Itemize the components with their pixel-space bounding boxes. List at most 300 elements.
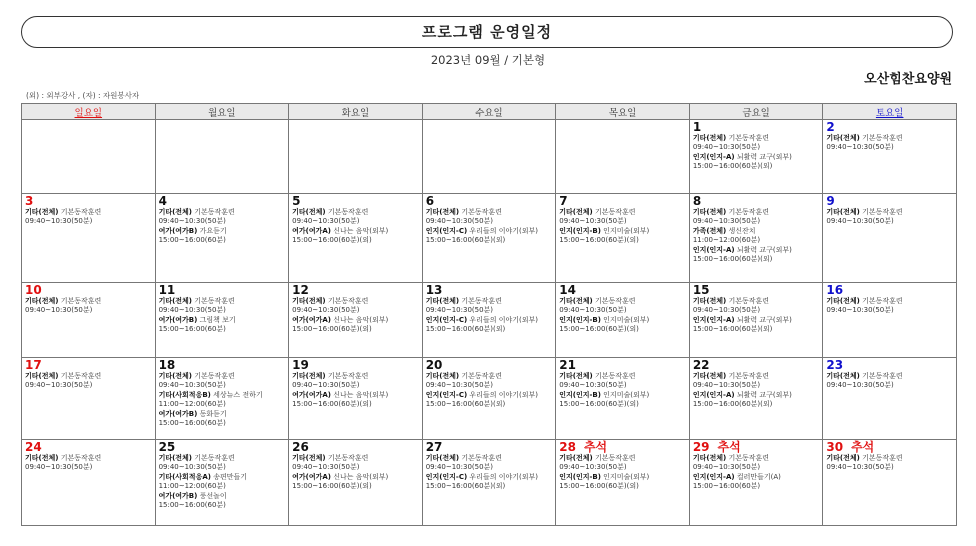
program-category: 인지(인지-B) [559,226,601,235]
day-number: 8 [692,194,702,208]
program-category: 기타(전체) [826,208,860,216]
program-title: 우리들의 이야기(외부) [469,226,538,235]
program-time: 15:00~16:00(60분)(외) [425,482,506,491]
day-number: 25 [158,440,176,454]
day-number: 20 [425,358,443,372]
day-number: 11 [158,283,176,297]
month-subtitle: 2023년 09월 / 기본형 [430,53,546,67]
program-entry [693,473,820,482]
day-number: 26 [292,440,309,454]
day-cell [556,440,690,526]
program-category: 기타(전체) [158,372,193,380]
program-category: 기타(전체) [559,297,593,305]
day-cell [289,120,423,194]
program-entry [693,153,820,162]
program-category: 여가(여가A) [292,390,331,399]
program-time: 15:00~16:00(60분)(외) [425,325,506,334]
program-title: 기본동작훈련 [194,208,235,216]
program-category: 여가(여가A) [292,315,331,324]
program-time: 15:00~16:00(60분)(외) [559,325,639,334]
program-category: 여가(여가A) [292,472,331,481]
program-time: 15:00~16:00(60분)(외) [692,162,773,171]
program-time: 09:40~10:30(50분) [158,381,226,390]
program-title: 기본동작훈련 [594,208,636,216]
day-number: 3 [25,194,34,208]
program-title: 생신잔치 [728,226,756,235]
calendar-body [22,120,957,526]
program-entry [559,391,686,400]
organization-name: 오산힘찬요양원 [864,72,952,87]
program-time: 09:40~10:30(50분) [292,306,360,315]
day-cell [289,440,423,526]
program-time: 15:00~16:00(60분)(외) [425,400,506,409]
program-entry [559,297,686,306]
program-time: 09:40~10:30(50분) [826,381,894,390]
program-category: 기타(전체) [826,134,860,142]
program-category: 인지(인지-C) [425,226,468,235]
program-category: 기타(전체) [559,454,593,462]
day-cell [422,283,556,358]
program-title: 기본동작훈련 [728,297,770,305]
program-time: 09:40~10:30(50분) [692,306,761,315]
day-number: 29 추석 [692,440,741,454]
day-number: 22 [692,358,710,372]
program-category: 기타(전체) [826,454,860,462]
day-number: 30 추석 [826,440,875,454]
program-time: 09:40~10:30(50분) [559,463,627,472]
program-entry [292,227,419,236]
program-entry [693,391,820,400]
day-number: 9 [826,194,835,208]
program-category: 기타(전체) [292,208,326,216]
day-cell [556,120,690,194]
program-time: 15:00~16:00(60분)(외) [559,482,639,491]
program-title: 신나는 음악(외부) [333,472,389,481]
day-cell [22,283,156,358]
program-title: 기본동작훈련 [461,454,502,462]
program-entry [426,208,553,217]
program-title: 우리들의 이야기(외부) [469,390,538,399]
day-number: 13 [425,283,443,297]
program-entry [693,316,820,325]
program-time: 09:40~10:30(50분) [158,306,226,315]
program-title: 기본동작훈련 [728,372,770,380]
program-time: 09:40~10:30(50분) [692,143,761,152]
program-category: 인지(인지-B) [559,315,601,324]
program-time: 09:40~10:30(50분) [826,463,894,472]
program-entry [159,297,286,306]
program-entry [25,454,152,463]
day-cell [22,358,156,440]
program-time: 09:40~10:30(50분) [25,381,93,390]
program-category: 기타(전체) [692,208,727,216]
week-row [22,194,957,283]
program-entry [559,372,686,381]
program-category: 인지(인지-A) [692,152,735,161]
day-cell [823,120,957,194]
program-category: 인지(인지-B) [559,390,601,399]
program-time: 15:00~16:00(60분) [158,325,226,334]
calendar-table [21,103,957,526]
program-entry [693,208,820,217]
program-time: 11:00~12:00(60분) [158,400,226,409]
program-time: 09:40~10:30(50분) [559,217,627,226]
program-time: 09:40~10:30(50분) [559,306,627,315]
program-time: 11:00~12:00(60분) [158,482,226,491]
day-number: 27 [425,440,443,454]
program-title: 기본동작훈련 [327,208,369,216]
program-title: 신나는 음악(외부) [333,226,389,235]
program-title: 인지미술(외부) [603,226,650,235]
program-title: 기본동작훈련 [728,208,770,216]
day-number: 24 [25,440,42,454]
day-number: 2 [826,120,835,134]
day-number: 6 [425,194,435,208]
program-title: 신나는 음악(외부) [333,390,389,399]
day-number: 14 [559,283,576,297]
program-time: 09:40~10:30(50분) [425,306,494,315]
program-title: 기본동작훈련 [862,208,903,216]
day-cell [155,358,289,440]
program-time: 09:40~10:30(50분) [692,463,761,472]
program-title: 기본동작훈련 [862,454,903,462]
day-cell [22,194,156,283]
week-row [22,358,957,440]
program-category: 기타(전체) [826,297,860,305]
program-entry [559,454,686,463]
day-cell [823,194,957,283]
program-entry [426,372,553,381]
program-category: 기타(전체) [692,134,727,142]
program-category: 기타(전체) [292,297,326,305]
program-entry [292,297,419,306]
program-time: 09:40~10:30(50분) [425,381,494,390]
day-cell [155,283,289,358]
program-category: 기타(전체) [692,372,727,380]
program-category: 기타(전체) [158,297,193,305]
program-entry [159,473,286,482]
program-time: 15:00~16:00(60분)(외) [692,400,773,409]
program-entry [25,208,152,217]
program-entry [292,208,419,217]
program-category: 기타(전체) [826,372,860,380]
program-title: 뇌활력 교구(외부) [736,315,792,324]
program-title: 세상뉴스 전하기 [213,390,263,399]
day-cell [155,194,289,283]
day-cell [689,120,823,194]
program-category: 기타(전체) [692,297,727,305]
program-entry [292,473,419,482]
program-entry [292,391,419,400]
program-time: 09:40~10:30(50분) [692,381,761,390]
program-time: 09:40~10:30(50분) [25,217,93,226]
program-entry [426,227,553,236]
day-cell [556,358,690,440]
program-category: 인지(인지-C) [425,472,468,481]
program-entry [159,208,286,217]
day-cell [823,358,957,440]
program-title: 기본동작훈련 [461,208,502,216]
program-category: 기타(전체) [292,372,326,380]
program-time: 15:00~16:00(60분)(외) [692,325,773,334]
weekday-header-thu: 목요일 [556,104,690,120]
day-cell [823,283,957,358]
program-title: 기본동작훈련 [728,454,770,462]
day-cell [823,440,957,526]
day-number: 23 [826,358,844,372]
program-entry [159,391,286,400]
program-category: 여가(여가A) [292,226,331,235]
program-time: 15:00~16:00(60분) [158,501,226,510]
program-title: 기본동작훈련 [194,297,235,305]
day-number: 28 추석 [559,440,608,454]
program-title: 그림책 보기 [199,315,236,324]
program-title: 인지미술(외부) [603,315,650,324]
program-title: 뇌활력 교구(외부) [736,245,792,254]
program-title: 기본동작훈련 [862,372,903,380]
program-category: 기타(전체) [559,372,593,380]
program-category: 기타(전체) [158,454,193,462]
program-time: 09:40~10:30(50분) [425,463,494,472]
program-time: 09:40~10:30(50분) [692,217,761,226]
week-row [22,440,957,526]
program-time: 09:40~10:30(50분) [425,217,494,226]
program-category: 기타(전체) [559,208,593,216]
program-category: 여가(여가B) [158,315,198,324]
program-entry [826,134,953,143]
program-time: 09:40~10:30(50분) [292,217,360,226]
program-title: 가요듣기 [199,226,227,235]
day-number: 12 [292,283,309,297]
program-category: 기타(전체) [292,454,326,462]
program-entry [559,208,686,217]
day-cell [22,120,156,194]
program-title: 컬러만들기(A) [736,472,781,481]
program-category: 인지(인지-C) [425,315,468,324]
day-cell [22,440,156,526]
program-title: 우리들의 이야기(외부) [469,315,538,324]
holiday-label: 추석 [851,440,875,454]
day-number: 16 [826,283,844,297]
program-title: 기본동작훈련 [60,454,102,462]
program-entry [693,134,820,143]
program-time: 09:40~10:30(50분) [25,463,93,472]
holiday-label: 추석 [583,440,608,454]
program-entry [559,227,686,236]
program-category: 기타(사회적응A) [158,472,211,481]
week-row [22,283,957,358]
program-entry [159,454,286,463]
program-entry [826,297,953,306]
program-entry [559,473,686,482]
legend-note: (외) : 외부강사 , (자) : 자원봉사자 [26,91,140,100]
program-category: 기타(전체) [425,208,460,216]
day-cell [556,194,690,283]
program-time: 15:00~16:00(60분) [158,419,226,428]
weekday-header-fri: 금요일 [689,104,823,120]
program-entry [826,208,953,217]
weekday-header-wed: 수요일 [422,104,556,120]
program-entry [826,454,953,463]
program-title: 기본동작훈련 [327,454,369,462]
program-category: 인지(인지-C) [425,390,468,399]
program-category: 인지(인지-A) [692,315,735,324]
program-title: 기본동작훈련 [60,208,102,216]
program-title: 동화듣기 [199,409,227,418]
program-entry [426,473,553,482]
program-entry [693,372,820,381]
day-number: 10 [25,283,42,297]
program-time: 15:00~16:00(60분)(외) [559,236,639,245]
program-title: 기본동작훈련 [60,297,102,305]
day-cell [155,120,289,194]
program-category: 여가(여가B) [158,409,198,418]
program-category: 여가(여가B) [158,491,198,500]
program-time: 15:00~16:00(60분)(외) [559,400,639,409]
program-title: 기본동작훈련 [862,134,903,142]
day-number: 4 [158,194,167,208]
program-category: 인지(인지-B) [559,472,601,481]
weekday-header-mon: 월요일 [155,104,289,120]
program-category: 기타(전체) [425,372,460,380]
program-title: 기본동작훈련 [60,372,102,380]
program-title: 기본동작훈련 [194,372,235,380]
program-time: 15:00~16:00(60분)(외) [292,482,372,491]
holiday-label: 추석 [717,440,741,454]
program-title: 기본동작훈련 [862,297,903,305]
day-cell [422,194,556,283]
day-number: 1 [692,120,702,134]
day-cell [422,120,556,194]
day-cell [155,440,289,526]
program-title: 기본동작훈련 [327,372,369,380]
program-title: 기본동작훈련 [594,297,636,305]
weekday-header-sun: 일요일 [22,104,156,120]
program-title: 기본동작훈련 [461,297,502,305]
day-number: 19 [292,358,309,372]
day-number: 21 [559,358,576,372]
program-title: 뇌활력 교구(외부) [736,152,792,161]
program-category: 인지(인지-A) [692,390,735,399]
page-title: 프로그램 운영일정 [21,16,953,48]
program-time: 09:40~10:30(50분) [559,381,627,390]
program-title: 송편만들기 [213,472,247,481]
program-title: 인지미술(외부) [603,472,650,481]
day-cell [289,358,423,440]
program-entry [426,297,553,306]
program-title: 기본동작훈련 [327,297,369,305]
program-entry [693,227,820,236]
program-category: 기타(전체) [25,297,59,305]
day-cell [689,440,823,526]
program-time: 09:40~10:30(50분) [292,381,360,390]
program-time: 15:00~16:00(60분)(외) [425,236,506,245]
program-time: 15:00~16:00(60분)(외) [292,325,372,334]
program-title: 뇌활력 교구(외부) [736,390,792,399]
weekday-header-tue: 화요일 [289,104,423,120]
program-time: 09:40~10:30(50분) [25,306,93,315]
program-category: 기타(전체) [25,208,59,216]
program-time: 09:40~10:30(50분) [158,217,226,226]
program-entry [693,246,820,255]
day-number: 5 [292,194,301,208]
program-title: 풍선놀이 [199,491,227,500]
program-entry [159,227,286,236]
day-number: 15 [692,283,710,297]
program-time: 15:00~16:00(60분) [692,482,761,491]
program-entry [292,372,419,381]
program-entry [292,454,419,463]
program-entry [159,410,286,419]
program-entry [426,316,553,325]
program-category: 기타(전체) [692,454,727,462]
weekday-header-row [22,104,957,120]
day-cell [689,283,823,358]
program-time: 11:00~12:00(60분) [692,236,761,245]
day-cell [289,283,423,358]
day-cell [689,194,823,283]
day-cell [422,358,556,440]
program-category: 인지(인지-A) [692,472,735,481]
program-category: 기타(전체) [158,208,193,216]
program-time: 09:40~10:30(50분) [826,217,894,226]
program-title: 인지미술(외부) [603,390,650,399]
program-time: 09:40~10:30(50분) [158,463,226,472]
program-category: 기타(전체) [25,454,59,462]
program-entry [826,372,953,381]
program-category: 여가(여가B) [158,226,198,235]
program-entry [25,372,152,381]
day-cell [289,194,423,283]
program-entry [559,316,686,325]
program-time: 15:00~16:00(60분)(외) [292,400,372,409]
day-cell [556,283,690,358]
program-title: 기본동작훈련 [461,372,502,380]
program-entry [426,454,553,463]
program-category: 기타(전체) [25,372,59,380]
program-time: 15:00~16:00(60분)(외) [292,236,372,245]
program-entry [693,454,820,463]
program-title: 우리들의 이야기(외부) [469,472,538,481]
program-entry [159,316,286,325]
week-row [22,120,957,194]
program-time: 15:00~16:00(60분)(외) [692,255,773,264]
program-entry [25,297,152,306]
program-time: 15:00~16:00(60분) [158,236,226,245]
program-entry [292,316,419,325]
program-time: 09:40~10:30(50분) [826,143,894,152]
program-category: 가족(전체) [692,226,727,235]
day-number: 7 [559,194,568,208]
program-title: 신나는 음악(외부) [333,315,389,324]
program-entry [159,492,286,501]
day-cell [689,358,823,440]
day-number: 18 [158,358,176,372]
program-category: 기타(전체) [425,297,460,305]
day-cell [422,440,556,526]
program-entry [693,297,820,306]
program-title: 기본동작훈련 [594,372,636,380]
weekday-header-sat: 토요일 [823,104,957,120]
program-title: 기본동작훈련 [194,454,235,462]
program-title: 기본동작훈련 [594,454,636,462]
program-entry [159,372,286,381]
program-category: 기타(사회적응B) [158,390,211,399]
program-time: 09:40~10:30(50분) [292,463,360,472]
day-number: 17 [25,358,42,372]
program-category: 기타(전체) [425,454,460,462]
program-category: 인지(인지-A) [692,245,735,254]
